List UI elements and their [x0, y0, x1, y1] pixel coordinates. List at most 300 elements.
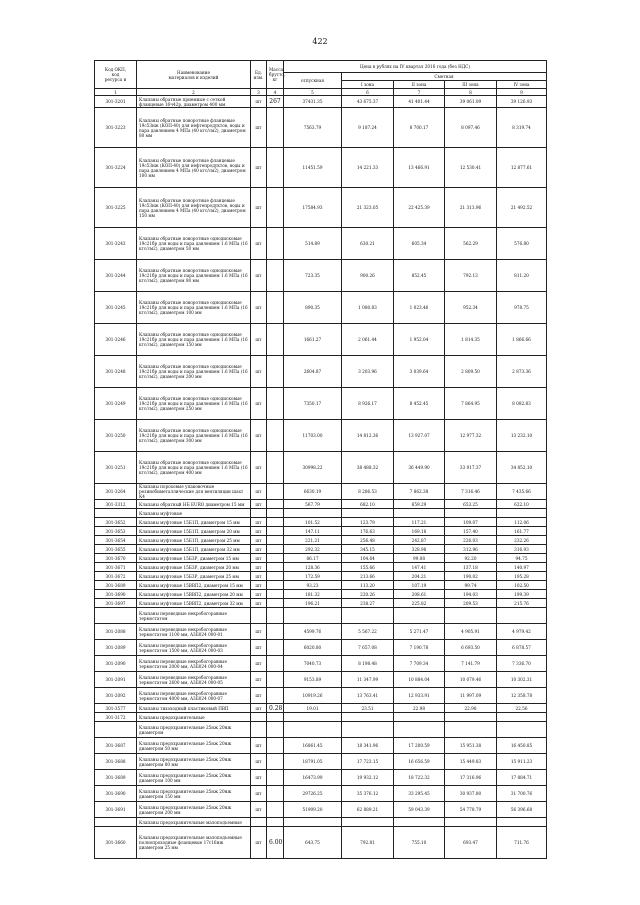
price-cell: 176.63	[342, 527, 394, 536]
price-cell	[284, 722, 342, 738]
name-cell: Клапаны муфтовые 15ВВП2, диаметром 32 мм	[137, 599, 251, 608]
code-cell: 301-3245	[95, 292, 137, 324]
code-cell	[95, 509, 137, 518]
table-row	[95, 572, 547, 581]
price-cell: 17 200.59	[394, 738, 445, 754]
price-cell	[445, 818, 497, 827]
price-cell: 19.01	[284, 704, 342, 713]
name-cell: Клапаны переводные некробогоравные термостатом 4000 мм, A3Б024 000-07	[137, 688, 251, 704]
price-cell: 17 884.71	[497, 770, 547, 786]
price-cell: 109.07	[445, 518, 497, 527]
price-cell: 199.39	[497, 590, 547, 599]
price-cell: 147.11	[284, 527, 342, 536]
price-cell: 15 911.23	[497, 754, 547, 770]
price-cell: 31 700.76	[497, 786, 547, 802]
price-cell: 653.25	[445, 500, 497, 509]
mass-cell	[267, 738, 284, 754]
mass-cell	[267, 754, 284, 770]
price-cell	[445, 608, 497, 624]
table-row	[95, 527, 547, 536]
code-cell: 301-3652	[95, 518, 137, 527]
price-cell: 8 926.17	[342, 388, 394, 420]
price-cell: 215.76	[497, 599, 547, 608]
price-cell: 2604.87	[284, 356, 342, 388]
name-cell: Клапаны предохранительные	[137, 713, 251, 722]
mass-cell	[267, 536, 284, 545]
price-cell: 900.26	[342, 260, 394, 292]
price-cell: 14 221.33	[342, 148, 394, 188]
price-cell: 12 530.41	[445, 148, 497, 188]
unit-cell: шт	[251, 688, 267, 704]
name-cell: Клапаны тихоходный пластиковый ПВП	[137, 704, 251, 713]
name-cell: Клапаны пороховые упаковочные резинобиметаллические для вентиляции шахт К4	[137, 484, 251, 500]
name-cell: Клапаны муфтовые 15Б3Р, диаметром 25 мм	[137, 572, 251, 581]
price-cell: 11 347.99	[342, 672, 394, 688]
code-cell: 301-3690	[95, 590, 137, 599]
mass-cell	[267, 484, 284, 500]
price-cell: 1 023.46	[394, 292, 445, 324]
price-cell: 62 889.21	[342, 802, 394, 818]
code-cell	[95, 722, 137, 738]
code-cell: 301-3244	[95, 260, 137, 292]
price-cell	[342, 722, 394, 738]
col-num: 9	[497, 89, 547, 96]
table-row	[95, 581, 547, 590]
price-cell: 15 951.38	[445, 738, 497, 754]
price-cell: 16473.99	[284, 770, 342, 786]
price-cell	[445, 713, 497, 722]
name-cell: Клапаны муфтовые 15ВВП2, диаметром 15 мм	[137, 581, 251, 590]
price-cell: 30998.22	[284, 452, 342, 484]
col-num: 7	[394, 89, 445, 96]
page-number: 422	[312, 37, 328, 46]
price-cell	[445, 509, 497, 518]
mass-cell	[267, 356, 284, 388]
unit-cell: шт	[251, 500, 267, 509]
price-cell: 10919.26	[284, 688, 342, 704]
table-row	[95, 786, 547, 802]
unit-cell: шт	[251, 590, 267, 599]
section-row	[95, 608, 547, 624]
table-row	[95, 802, 547, 818]
price-cell: 12 977.32	[445, 420, 497, 452]
code-cell: 301-3654	[95, 536, 137, 545]
price-cell: 29726.25	[284, 786, 342, 802]
mass-cell	[267, 640, 284, 656]
name-cell: Клапаны обратный НБ ЕURO диаметром 15 мм	[137, 500, 251, 509]
price-cell: 562.29	[445, 228, 497, 260]
table-body	[95, 96, 547, 859]
price-cell	[284, 818, 342, 827]
price-cell	[394, 818, 445, 827]
mass-cell	[267, 188, 284, 228]
price-cell: 12 877.61	[497, 148, 547, 188]
price-cell: 16 450.85	[497, 738, 547, 754]
code-cell: 301-2089	[95, 640, 137, 656]
mass-cell	[267, 108, 284, 148]
unit-cell: шт	[251, 324, 267, 356]
code-cell: 301-3697	[95, 599, 137, 608]
price-cell	[284, 608, 342, 624]
table-row	[95, 624, 547, 640]
unit-cell: шт	[251, 656, 267, 672]
price-cell: 41 401.44	[394, 96, 445, 108]
mass-cell	[267, 148, 284, 188]
price-cell: 8 198.48	[342, 656, 394, 672]
price-cell: 10 302.31	[497, 672, 547, 688]
price-cell	[445, 722, 497, 738]
table-row	[95, 292, 547, 324]
price-cell: 51909.20	[284, 802, 342, 818]
name-cell: Клапаны обратные поворотные однодисковые 19с21бр для воды и пара давлением 1.6 МПа (16 кгс/см2), диаметром 150 мм	[137, 324, 251, 356]
unit-cell: шт	[251, 572, 267, 581]
code-cell: 301-3655	[95, 545, 137, 554]
unit-cell: шт	[251, 624, 267, 640]
code-cell: 301-3243	[95, 228, 137, 260]
price-cell: 147.41	[394, 563, 445, 572]
name-cell: Клапаны предохранительные малоподъемные	[137, 818, 251, 827]
mass-cell	[267, 452, 284, 484]
price-cell: 4 979.42	[497, 624, 547, 640]
mass-cell	[267, 500, 284, 509]
name-cell: Клапаны обратные поворотные однодисковые 19с21бр для воды и пара давлением 1.6 МПа (16 кгс/см2), диаметром 100 мм	[137, 292, 251, 324]
price-cell: 514.89	[284, 228, 342, 260]
name-cell: Клапаны предохранительные 25нж 20нж диаметром 50 мм	[137, 738, 251, 754]
unit-cell	[251, 509, 267, 518]
unit-cell: шт	[251, 802, 267, 818]
name-cell: Клапаны обратные поворотные фланцевые 19с53нж (КОП-40) для нефтепродуктов, воды и пара давлением 4 МПа (40 кгс/см2), диаметром 150 мм	[137, 188, 251, 228]
price-cell: 112.06	[497, 518, 547, 527]
price-cell: 35 376.12	[342, 786, 394, 802]
price-cell: 978.75	[497, 292, 547, 324]
price-cell: 605.34	[394, 228, 445, 260]
unit-cell: шт	[251, 599, 267, 608]
price-cell: 312.96	[445, 545, 497, 554]
name-cell: Клапаны обратные поворотные однодисковые 19с21бр для воды и пара давлением 1.6 МПа (16 кгс/см2), диаметром 80 мм	[137, 260, 251, 292]
name-cell: Клапаны муфтовые	[137, 509, 251, 518]
price-cell: 117.21	[394, 518, 445, 527]
table-row	[95, 656, 547, 672]
code-cell	[95, 608, 137, 624]
price-cell: 16861.45	[284, 738, 342, 754]
code-cell: 301-3251	[95, 452, 137, 484]
table-row	[95, 713, 547, 722]
price-cell: 16 656.59	[394, 754, 445, 770]
price-cell: 93.23	[284, 581, 342, 590]
table-row	[95, 260, 547, 292]
unit-cell	[251, 818, 267, 827]
price-cell: 92.20	[445, 554, 497, 563]
unit-cell: шт	[251, 228, 267, 260]
code-cell: 301-3688	[95, 754, 137, 770]
header-estimate: Сметная	[342, 73, 547, 81]
price-cell: 9153.89	[284, 672, 342, 688]
table-row	[95, 545, 547, 554]
unit-cell: шт	[251, 420, 267, 452]
price-cell: 22.98	[394, 704, 445, 713]
price-cell: 2 873.36	[497, 356, 547, 388]
price-cell: 99.08	[394, 554, 445, 563]
price-cell: 209.53	[445, 599, 497, 608]
price-cell	[497, 608, 547, 624]
header-zone-4: IV зона	[497, 81, 547, 89]
code-cell: 301-3660	[95, 827, 137, 859]
price-cell: 128.36	[284, 563, 342, 572]
mass-cell	[267, 324, 284, 356]
unit-cell: шт	[251, 452, 267, 484]
code-cell: 301-3691	[95, 802, 137, 818]
price-cell	[342, 818, 394, 827]
code-cell: 301-3249	[95, 388, 137, 420]
price-cell: 711.76	[497, 827, 547, 859]
code-cell: 301-3687	[95, 738, 137, 754]
header-zone-2: II зона	[394, 81, 445, 89]
code-cell: 301-3671	[95, 563, 137, 572]
mass-cell	[267, 818, 284, 827]
price-cell: 18 341.96	[342, 738, 394, 754]
unit-cell: шт	[251, 388, 267, 420]
price-cell: 238.27	[342, 599, 394, 608]
code-cell: 301-3248	[95, 356, 137, 388]
price-cell: 21 313.96	[445, 188, 497, 228]
price-cell: 17 723.15	[342, 754, 394, 770]
price-cell: 2 061.44	[342, 324, 394, 356]
price-cell	[284, 509, 342, 518]
mass-cell: 6.00	[267, 827, 284, 859]
col-num: 3	[251, 89, 267, 96]
price-cell	[394, 713, 445, 722]
price-cell: 13 232.10	[497, 420, 547, 452]
price-cell: 693.47	[445, 827, 497, 859]
price-cell: 11703.00	[284, 420, 342, 452]
unit-cell: шт	[251, 640, 267, 656]
price-cell: 220.26	[342, 590, 394, 599]
price-cell: 140.97	[497, 563, 547, 572]
name-cell: Клапаны муфтовые 15Б3Р, диаметром 20 мм	[137, 563, 251, 572]
name-cell: Клапаны обратные поворотные фланцевые 19с53нж (КОП-40) для нефтепродуктов, воды и пара давлением 4 МПа (40 кгс/см2), диаметром 80 мм	[137, 108, 251, 148]
price-table	[94, 60, 547, 859]
header-code: Код ОКП, код ресурса и	[95, 61, 137, 89]
price-cell: 8 319.74	[497, 108, 547, 148]
code-cell: 301-3689	[95, 581, 137, 590]
table-row	[95, 554, 547, 563]
unit-cell: шт	[251, 148, 267, 188]
mass-cell	[267, 260, 284, 292]
header-price: Цена в рублях на IV квартал 2016 года (без НДС)	[284, 61, 547, 73]
price-cell: 10 884.04	[394, 672, 445, 688]
col-num: 2	[137, 89, 251, 96]
mass-cell: 267	[267, 96, 284, 108]
price-cell	[394, 608, 445, 624]
price-cell: 755.10	[394, 827, 445, 859]
name-cell: Клапаны муфтовые 15Б3Р, диаметром 15 мм	[137, 554, 251, 563]
price-cell: 7350.17	[284, 388, 342, 420]
price-cell: 181.32	[284, 590, 342, 599]
unit-cell: шт	[251, 786, 267, 802]
price-cell: 345.15	[342, 545, 394, 554]
price-cell: 13 763.41	[342, 688, 394, 704]
table-row	[95, 96, 547, 108]
price-cell: 7 862.38	[394, 484, 445, 500]
price-cell: 4 905.91	[445, 624, 497, 640]
price-cell: 6020.80	[284, 640, 342, 656]
price-cell: 8 097.46	[445, 108, 497, 148]
mass-cell	[267, 228, 284, 260]
unit-cell: шт	[251, 545, 267, 554]
price-cell: 15 449.83	[445, 754, 497, 770]
mass-cell	[267, 509, 284, 518]
price-cell: 6 693.50	[445, 640, 497, 656]
price-cell: 7 141.79	[445, 656, 497, 672]
code-cell: 301-3312	[95, 500, 137, 509]
price-cell: 11 997.09	[445, 688, 497, 704]
price-cell: 643.75	[284, 827, 342, 859]
price-cell: 256.48	[342, 536, 394, 545]
price-cell: 890.35	[284, 292, 342, 324]
price-cell: 107.19	[394, 581, 445, 590]
table-row	[95, 672, 547, 688]
price-cell: 328.98	[394, 545, 445, 554]
section-row	[95, 818, 547, 827]
section-row	[95, 509, 547, 518]
code-cell: 301-3250	[95, 420, 137, 452]
price-cell: 13 927.07	[394, 420, 445, 452]
table-row	[95, 640, 547, 656]
table-row	[95, 188, 547, 228]
name-cell: Клапаны переводные некробогоравные термостатом 2600 мм, A3Б024 000-05	[137, 672, 251, 688]
code-cell: 301-3172	[95, 713, 137, 722]
price-cell: 37431.35	[284, 96, 342, 108]
code-cell: 301-2088	[95, 624, 137, 640]
price-cell: 567.79	[284, 500, 342, 509]
price-cell: 5 271.47	[394, 624, 445, 640]
unit-cell: шт	[251, 292, 267, 324]
unit-cell: шт	[251, 581, 267, 590]
unit-cell: шт	[251, 518, 267, 527]
price-cell: 242.87	[394, 536, 445, 545]
col-num: 8	[445, 89, 497, 96]
header-zone-1: I зона	[342, 81, 394, 89]
price-cell: 17 316.96	[445, 770, 497, 786]
price-cell: 7 336.70	[497, 656, 547, 672]
price-cell: 622.10	[497, 500, 547, 509]
unit-cell: шт	[251, 260, 267, 292]
price-cell: 7040.73	[284, 656, 342, 672]
price-cell: 38 488.32	[342, 452, 394, 484]
price-cell: 723.35	[284, 260, 342, 292]
unit-cell: шт	[251, 754, 267, 770]
code-cell: 301-3690	[95, 786, 137, 802]
table-row	[95, 518, 547, 527]
price-cell: 852.45	[394, 260, 445, 292]
mass-cell	[267, 688, 284, 704]
table-row	[95, 228, 547, 260]
price-cell	[394, 509, 445, 518]
price-cell: 1 814.35	[445, 324, 497, 356]
price-cell: 204.21	[394, 572, 445, 581]
price-cell: 792.81	[342, 827, 394, 859]
code-cell: 301-2090	[95, 656, 137, 672]
table-row	[95, 536, 547, 545]
price-cell: 12 358.78	[497, 688, 547, 704]
price-cell: 104.64	[342, 554, 394, 563]
table-row	[95, 500, 547, 509]
unit-cell: шт	[251, 770, 267, 786]
price-cell: 6630.19	[284, 484, 342, 500]
price-cell: 7563.79	[284, 108, 342, 148]
table-row	[95, 452, 547, 484]
price-cell: 8 700.17	[394, 108, 445, 148]
mass-cell	[267, 420, 284, 452]
price-cell	[284, 713, 342, 722]
price-cell: 190.02	[445, 572, 497, 581]
header-wholesale: отпускная	[284, 73, 342, 89]
name-cell: Клапаны обратные поворотные однодисковые 19с21бр для воды и пара давлением 1.6 МПа (16 кгс/см2), диаметром 200 мм	[137, 356, 251, 388]
unit-cell: шт	[251, 536, 267, 545]
mass-cell	[267, 656, 284, 672]
mass-cell	[267, 802, 284, 818]
mass-cell: 0.28	[267, 704, 284, 713]
mass-cell	[267, 786, 284, 802]
name-cell: Клапаны предохранительные 25нж 20нж диаметром	[137, 722, 251, 738]
price-cell: 22 425.39	[394, 188, 445, 228]
name-cell: Клапаны обратные поворотные фланцевые 19с53нж (КОП-40) для нефтепродуктов, воды и пара давлением 4 МПа (40 кгс/см2), диаметром 100 мм	[137, 148, 251, 188]
mass-cell	[267, 590, 284, 599]
price-cell: 11451.59	[284, 148, 342, 188]
price-cell: 22.98	[445, 704, 497, 713]
code-cell: 301-2091	[95, 672, 137, 688]
name-cell: Клапаны переводные некробогоравные термостатом	[137, 608, 251, 624]
col-num: 1	[95, 89, 137, 96]
price-cell: 101.52	[284, 518, 342, 527]
code-cell	[95, 818, 137, 827]
price-cell: 172.59	[284, 572, 342, 581]
price-cell: 659.29	[394, 500, 445, 509]
table-row	[95, 563, 547, 572]
mass-cell	[267, 545, 284, 554]
header-mass: Масса брутто, кг	[267, 61, 284, 89]
code-cell: 301-3223	[95, 108, 137, 148]
price-cell: 576.80	[497, 228, 547, 260]
table-row	[95, 356, 547, 388]
code-cell: 301-3246	[95, 324, 137, 356]
price-cell: 5 567.22	[342, 624, 394, 640]
price-cell: 39 126.93	[497, 96, 547, 108]
price-cell: 54 778.79	[445, 802, 497, 818]
price-cell: 56 396.68	[497, 802, 547, 818]
mass-cell	[267, 722, 284, 738]
name-cell: Клапаны обратные поворотные однодисковые 19с21бр для воды и пара давлением 1.6 МПа (16 кгс/см2), диаметром 50 мм	[137, 228, 251, 260]
table-row	[95, 108, 547, 148]
code-cell: 301-2092	[95, 688, 137, 704]
price-cell: 208.61	[394, 590, 445, 599]
table-row	[95, 827, 547, 859]
name-cell: Клапаны предохранительные малоподъемные полнопроходные фланцевые 17с16нж диаметром 25 мм	[137, 827, 251, 859]
unit-cell: шт	[251, 738, 267, 754]
price-cell: 8 286.53	[342, 484, 394, 500]
table-row	[95, 688, 547, 704]
unit-cell: шт	[251, 554, 267, 563]
table-row	[95, 148, 547, 188]
name-cell: Клапаны обратные приемные с сеткой фланцевые 16ч42р, диаметром 400 мм	[137, 96, 251, 108]
table-row	[95, 599, 547, 608]
unit-cell: шт	[251, 356, 267, 388]
mass-cell	[267, 388, 284, 420]
name-cell: Клапаны предохранительные 25нж 20нж диаметром 80 мм	[137, 754, 251, 770]
col-num: 5	[284, 89, 342, 96]
mass-cell	[267, 527, 284, 536]
unit-cell	[251, 722, 267, 738]
